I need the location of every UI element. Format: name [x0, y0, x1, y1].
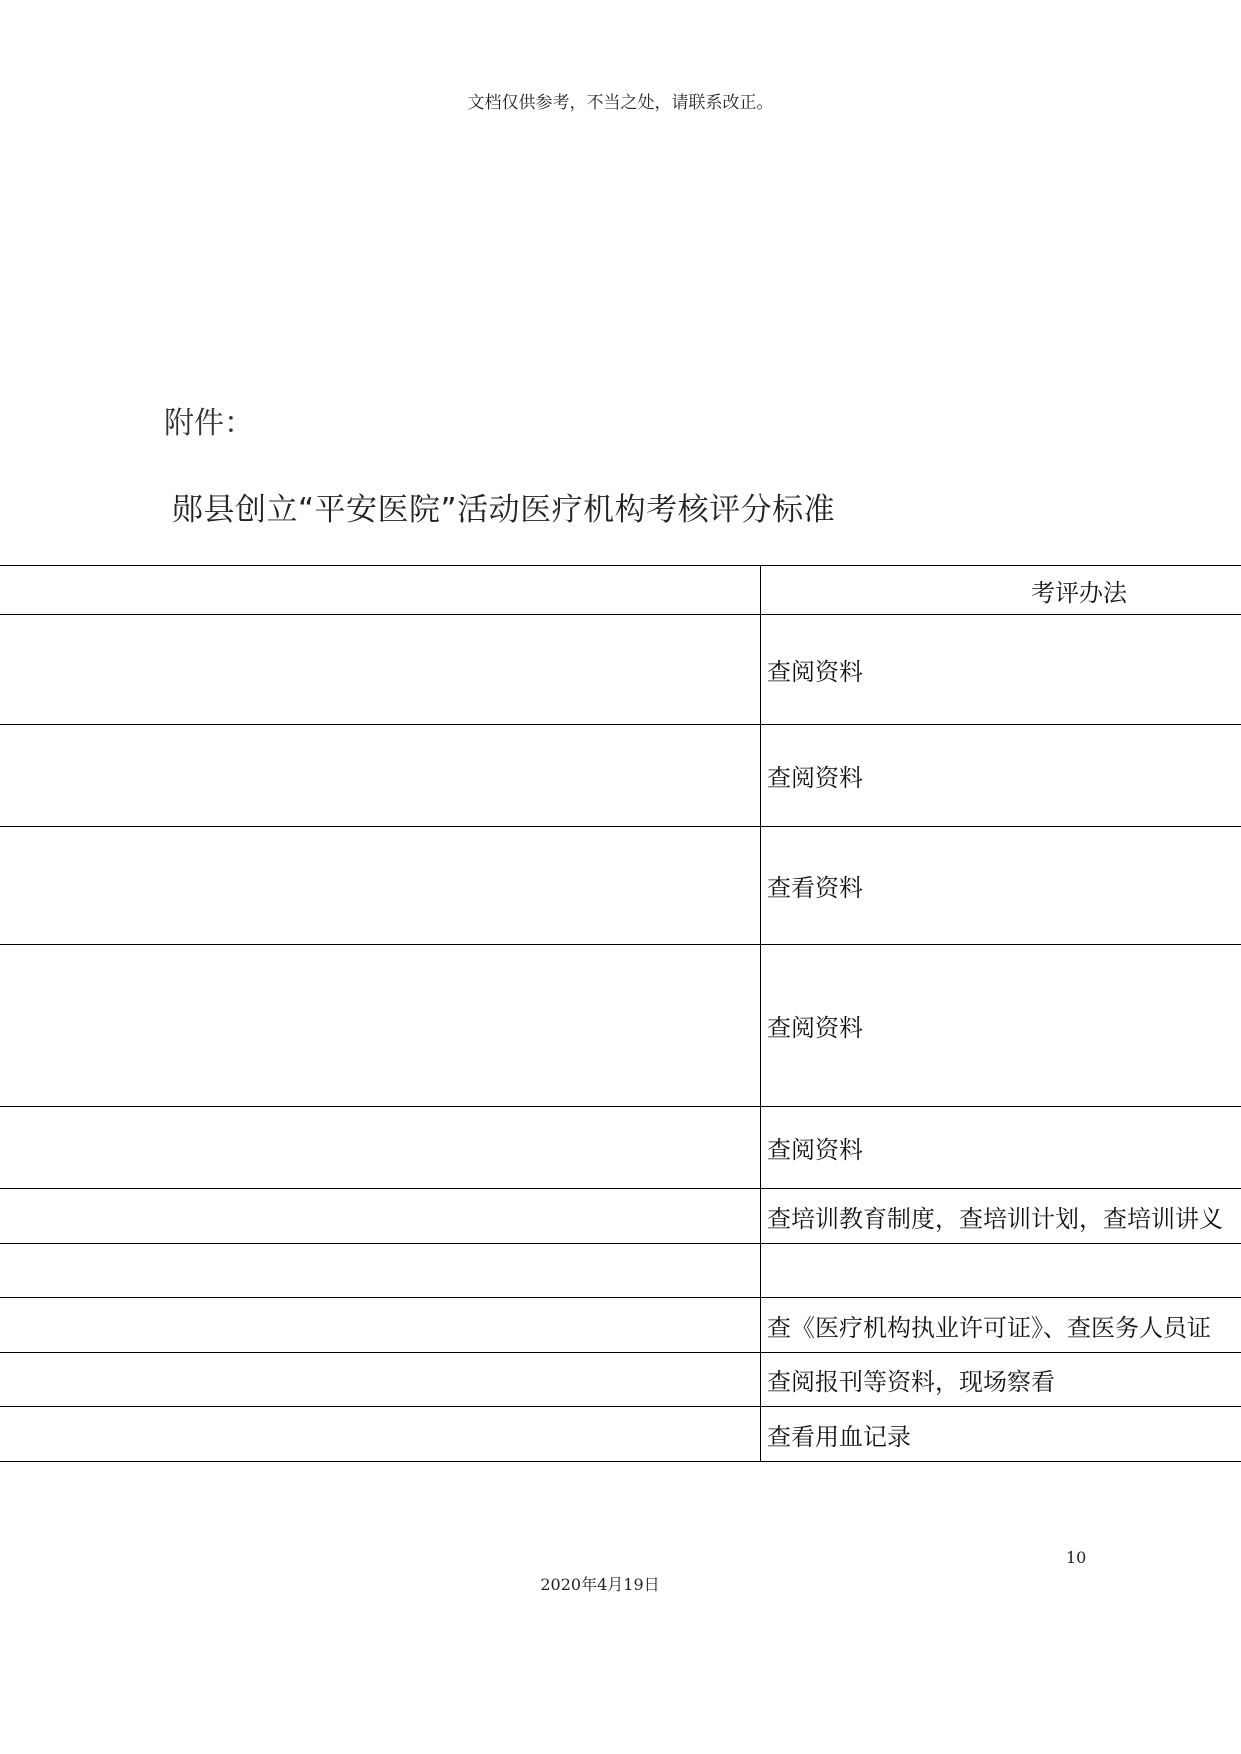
table-row: [0, 1107, 1241, 1189]
table-cell: [0, 1298, 761, 1353]
document-title: 郧县创立“平安医院”活动医疗机构考核评分标准: [172, 492, 836, 528]
table-row: [0, 1407, 1241, 1462]
method-cell: 查《医疗机构执业许可证》、查医务人员证: [761, 1298, 1241, 1353]
table-row: [0, 615, 1241, 725]
table-row: [0, 1353, 1241, 1407]
table-row: [0, 1298, 1241, 1353]
table-row: [0, 725, 1241, 827]
table-cell: [0, 1189, 761, 1244]
table-cell: [0, 566, 761, 615]
table-cell: [0, 945, 761, 1107]
method-cell: 查阅资料: [761, 1107, 1241, 1189]
method-cell: [761, 1244, 1241, 1298]
column-header-method: 考评办法: [761, 566, 1241, 615]
method-cell: 查看用血记录: [761, 1407, 1241, 1462]
table-cell: [0, 827, 761, 945]
table-row: [0, 1244, 1241, 1298]
table-cell: [0, 725, 761, 827]
method-cell: 查阅报刊等资料，现场察看: [761, 1353, 1241, 1407]
scoring-table: [0, 565, 1241, 1462]
table-cell: [0, 1353, 761, 1407]
method-cell: 查培训教育制度，查培训计划，查培训讲义: [761, 1189, 1241, 1244]
header-note: 文档仅供参考，不当之处，请联系改正。: [467, 93, 774, 113]
table-row: [0, 1189, 1241, 1244]
method-cell: 查看资料: [761, 827, 1241, 945]
table-cell: [0, 1244, 761, 1298]
attachment-label: 附件：: [164, 406, 254, 441]
method-cell: 查阅资料: [761, 725, 1241, 827]
table-cell: [0, 1107, 761, 1189]
table-cell: [0, 615, 761, 725]
table-header-row: [0, 566, 1241, 615]
page-number: 10: [1066, 1548, 1087, 1567]
footer-date: 2020年4月19日: [540, 1575, 660, 1594]
table-row: [0, 945, 1241, 1107]
table-row: [0, 827, 1241, 945]
method-cell: 查阅资料: [761, 615, 1241, 725]
table-cell: [0, 1407, 761, 1462]
method-cell: 查阅资料: [761, 945, 1241, 1107]
